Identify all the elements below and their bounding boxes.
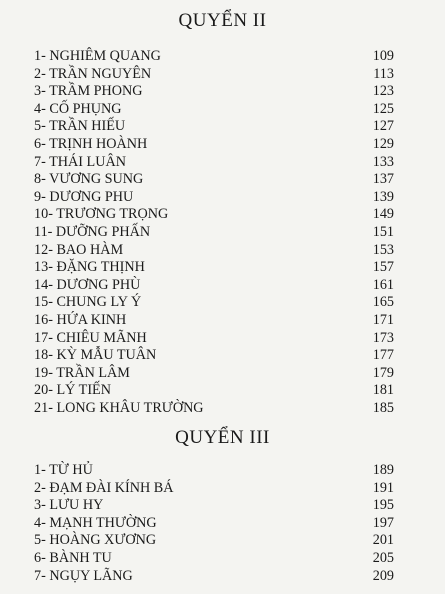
toc-entry — [34, 83, 394, 101]
toc-entry-title: 18- KỲ MẪU TUÂN — [34, 347, 157, 364]
toc-entry-title: 5- HOÀNG XƯƠNG — [34, 532, 157, 549]
toc-entry-page-number: 123 — [372, 83, 394, 100]
toc-entry-title: 7- THÁI LUÂN — [34, 153, 126, 170]
toc-entry-title: 5- TRẦN HIẾU — [34, 118, 126, 135]
toc-entry-title: 10- TRƯƠNG TRỌNG — [34, 206, 169, 223]
toc-entry — [34, 154, 394, 172]
toc-entry-page-number: 191 — [372, 479, 394, 496]
toc-entry-page-number: 133 — [372, 153, 394, 170]
toc-entry-page-number: 127 — [372, 118, 394, 135]
toc-entry-page-number: 139 — [372, 188, 394, 205]
toc-entry — [34, 118, 394, 136]
toc-entry-title: 6- TRỊNH HOÀNH — [34, 135, 148, 152]
toc-entry-page-number: 201 — [372, 532, 394, 549]
toc-entry — [34, 462, 394, 480]
toc-entry-title: 3- TRẦM PHONG — [34, 83, 143, 100]
toc-entry-title: 16- HỨA KINH — [34, 311, 127, 328]
toc-entry — [34, 550, 394, 568]
toc-entry-title: 3- LƯU HY — [34, 497, 104, 514]
volume-2-toc — [34, 48, 394, 417]
toc-entry — [34, 400, 394, 418]
toc-entry — [34, 48, 394, 66]
toc-entry-title: 4- MẠNH THƯỜNG — [34, 514, 157, 531]
toc-entry-page-number: 129 — [372, 135, 394, 152]
toc-entry-page-number: 195 — [372, 497, 394, 514]
toc-entry — [34, 515, 394, 533]
toc-entry — [34, 312, 394, 330]
toc-entry-title: 8- VƯƠNG SUNG — [34, 171, 144, 188]
volume-3-heading: QUYỂN III — [175, 427, 270, 448]
toc-entry-page-number: 151 — [372, 223, 394, 240]
toc-entry-title: 11- DƯỠNG PHẤN — [34, 223, 151, 240]
toc-entry-page-number: 161 — [372, 276, 394, 293]
toc-entry-title: 13- ĐẶNG THỊNH — [34, 259, 145, 276]
toc-entry-title: 2- ĐẠM ĐÀI KÍNH BÁ — [34, 479, 174, 496]
toc-entry-page-number: 109 — [372, 48, 394, 64]
toc-entry-page-number: 165 — [372, 294, 394, 311]
toc-entry-title: 1- NGHIÊM QUANG — [34, 48, 161, 64]
toc-entry — [34, 382, 394, 400]
toc-entry — [34, 171, 394, 189]
toc-entry-title: 4- CỐ PHỤNG — [34, 100, 122, 117]
toc-entry-title: 1- TỪ HỦ — [34, 462, 93, 478]
toc-entry — [34, 365, 394, 383]
toc-entry-title: 6- BÀNH TU — [34, 549, 112, 566]
toc-entry — [34, 568, 394, 586]
toc-entry — [34, 224, 394, 242]
toc-entry — [34, 101, 394, 119]
toc-entry-title: 17- CHIÊU MÃNH — [34, 329, 147, 346]
toc-entry-page-number: 179 — [372, 364, 394, 381]
toc-entry-page-number: 113 — [373, 65, 394, 82]
toc-entry-page-number: 185 — [372, 399, 394, 416]
toc-entry-title: 12- BAO HÀM — [34, 241, 124, 258]
toc-entry — [34, 206, 394, 224]
toc-entry-page-number: 209 — [372, 567, 394, 584]
toc-entry-title: 14- DƯƠNG PHÙ — [34, 276, 141, 293]
toc-entry — [34, 277, 394, 295]
toc-entry-title: 2- TRẦN NGUYÊN — [34, 65, 152, 82]
toc-entry-title: 21- LONG KHÂU TRƯỜNG — [34, 399, 204, 416]
toc-entry — [34, 136, 394, 154]
toc-entry-page-number: 197 — [372, 514, 394, 531]
toc-entry-page-number: 171 — [372, 311, 394, 328]
toc-entry — [34, 294, 394, 312]
toc-entry-title: 9- DƯƠNG PHU — [34, 188, 134, 205]
toc-entry — [34, 347, 394, 365]
toc-entry-page-number: 153 — [372, 241, 394, 258]
toc-entry-page-number: 157 — [372, 259, 394, 276]
toc-entry — [34, 259, 394, 277]
toc-entry-page-number: 173 — [372, 329, 394, 346]
volume-2-heading: QUYỂN II — [178, 10, 267, 31]
toc-entry-page-number: 189 — [372, 462, 394, 478]
toc-entry — [34, 480, 394, 498]
toc-entry — [34, 330, 394, 348]
toc-entry-title: 20- LÝ TIẾN — [34, 382, 111, 399]
toc-entry-page-number: 125 — [372, 100, 394, 117]
toc-entry-title: 19- TRẦN LÂM — [34, 364, 130, 381]
toc-entry — [34, 532, 394, 550]
toc-entry-page-number: 149 — [372, 206, 394, 223]
toc-entry — [34, 242, 394, 260]
toc-entry-page-number: 177 — [372, 347, 394, 364]
toc-entry-title: 7- NGỤY LÃNG — [34, 567, 133, 584]
toc-entry-page-number: 205 — [372, 549, 394, 566]
toc-entry — [34, 497, 394, 515]
toc-entry-title: 15- CHUNG LY Ý — [34, 294, 142, 311]
toc-entry — [34, 189, 394, 207]
toc-entry — [34, 66, 394, 84]
volume-3-toc — [34, 462, 394, 585]
toc-entry-page-number: 181 — [372, 382, 394, 399]
toc-entry-page-number: 137 — [372, 171, 394, 188]
